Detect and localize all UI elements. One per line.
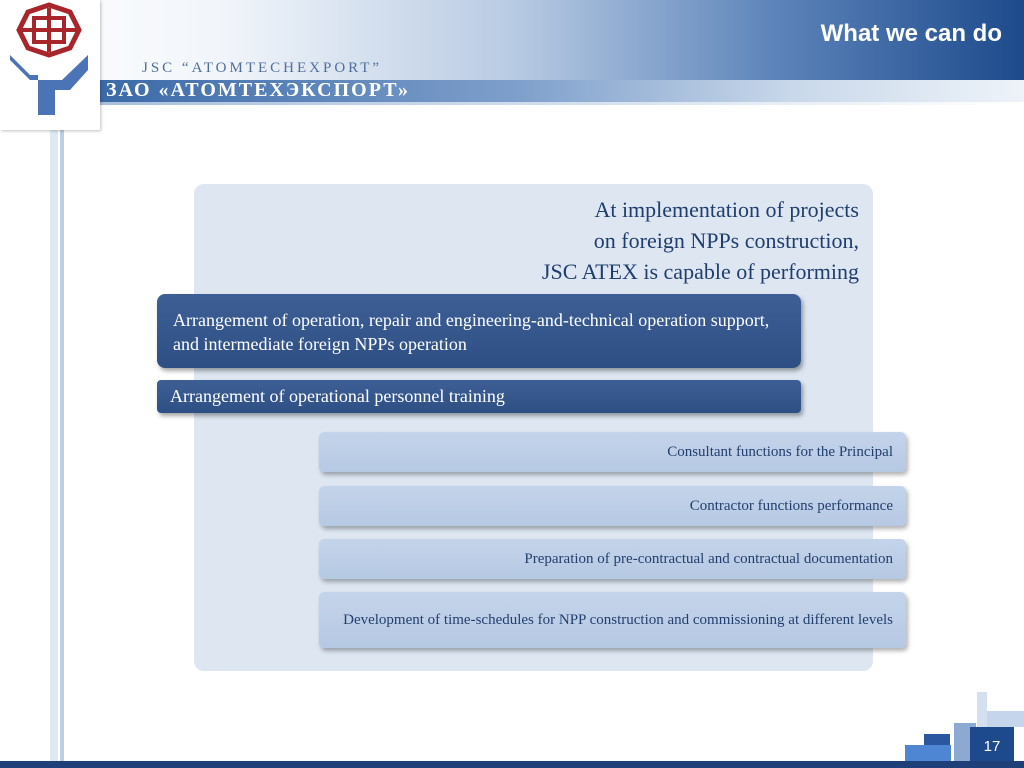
page-number: 17 [983,738,1001,755]
intro-line: At implementation of projects [594,197,859,222]
intro-heading [439,194,859,287]
item-time-schedules [319,592,906,648]
main-item-operation: Arrangement of operation, repair and engineering-and-technical operation support, and intermediate foreign NPPs operation [157,294,801,368]
atomtechexport-logo-icon [0,0,100,130]
company-name-ru: ЗАО «АТОМТЕХЭКСПОРТ» [106,79,411,101]
footer-bar [0,761,1024,768]
header-divider [100,102,1024,105]
left-decor-line [50,100,58,768]
item-label: Consultant functions for the Principal [667,444,893,460]
item-label: Development of time-schedules for NPP construction and commissioning at different levels [343,612,893,628]
left-decor-line [60,100,64,768]
logo-container [0,0,100,130]
intro-line: on foreign NPPs construction, [593,228,859,253]
item-label: Contractor functions performance [689,498,893,514]
slide-title: What we can do [820,20,1002,47]
item-consultant-functions [319,432,906,472]
item-contract-documentation [319,539,906,579]
decor-block [905,745,951,761]
main-item-training: Arrangement of operational personnel training [157,380,801,413]
decor-block [987,711,1024,727]
company-name-en: JSC “ATOMTECHEXPORT” [142,60,383,76]
intro-line: JSC ATEX is capable of performing [541,259,859,284]
item-label: Preparation of pre-contractual and contractual documentation [524,551,893,567]
item-contractor-functions [319,486,906,526]
